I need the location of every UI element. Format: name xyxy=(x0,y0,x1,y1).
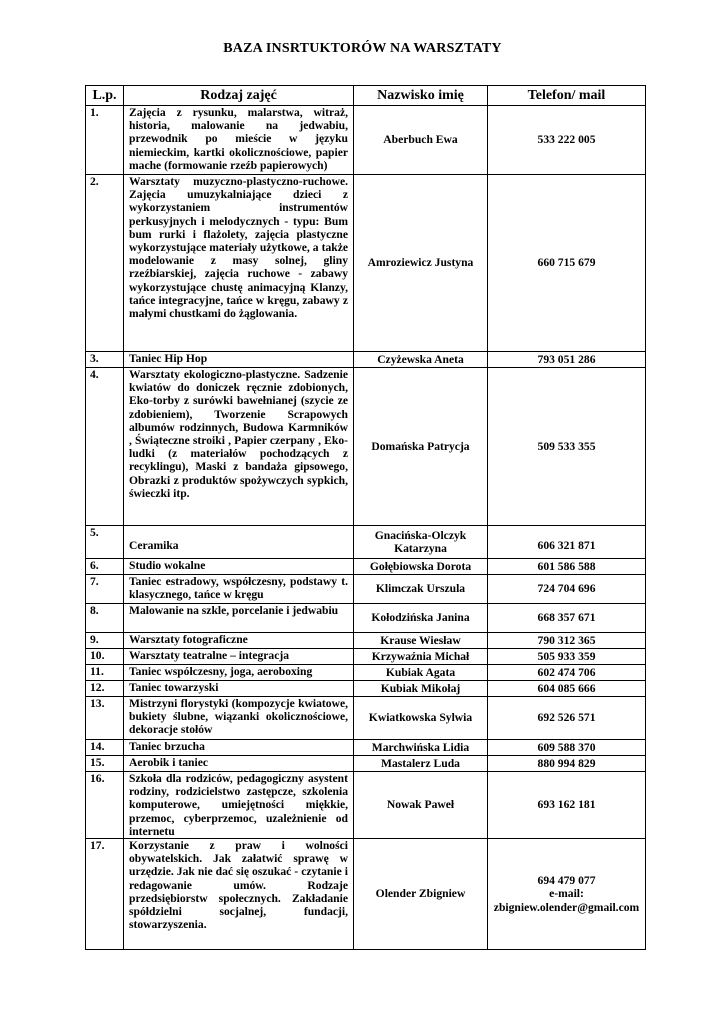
phone-number: 880 994 829 xyxy=(537,756,596,770)
phone-number: 533 222 005 xyxy=(537,133,596,147)
instructor-name: Krzywaźnia Michał xyxy=(354,649,488,665)
phone-number: 693 162 181 xyxy=(537,798,596,812)
instructor-name: Kubiak Mikołaj xyxy=(354,681,488,697)
phone-number: 668 357 671 xyxy=(537,611,596,625)
phone-number: 602 474 706 xyxy=(537,665,596,679)
activity-cell: Taniec brzucha xyxy=(124,740,354,756)
phone-number: 509 533 355 xyxy=(537,439,596,453)
email-label: e-mail: xyxy=(549,887,584,901)
row-number: 16. xyxy=(86,772,124,839)
table-row xyxy=(86,368,646,526)
row-number: 15. xyxy=(86,756,124,772)
contact-cell xyxy=(488,526,646,559)
table-row xyxy=(86,633,646,649)
phone-number: 609 588 370 xyxy=(537,740,596,754)
table-row xyxy=(86,740,646,756)
activity-cell: Warsztaty muzyczno-plastyczno-ruchowe. Zajęcia umuzykalniające dzieci z wykorzystaniem instrumentów perkusyjnych i melodycznych - typu: Bum bum rurki i flażolety, zajęcia plastyczne wykorzystujące materiały użytkowe, a także modelowanie z masy solnej, gliny rzeźbiarskiej, zajęcia ruchowe - zabawy wykorzystujące chustę animacyjną Klanzy, tańce integracyjne, tańce w kręgu, zabawy z małymi chustkami do żąglowania. xyxy=(124,175,354,352)
table-row xyxy=(86,175,646,352)
activity-cell: Warsztaty teatralne – integracja xyxy=(124,649,354,665)
phone-number: 724 704 696 xyxy=(537,582,596,596)
instructor-name: Kwiatkowska Sylwia xyxy=(354,697,488,740)
table-row xyxy=(86,106,646,175)
row-number: 4. xyxy=(86,368,124,526)
instructor-name: Olender Zbigniew xyxy=(354,839,488,950)
table-row xyxy=(86,772,646,839)
contact-cell xyxy=(488,352,646,368)
row-number: 2. xyxy=(86,175,124,352)
row-number: 13. xyxy=(86,697,124,740)
instructor-name: Aberbuch Ewa xyxy=(354,106,488,175)
contact-cell xyxy=(488,604,646,633)
activity-cell: Warsztaty fotograficzne xyxy=(124,633,354,649)
row-number: 8. xyxy=(86,604,124,633)
contact-cell xyxy=(488,633,646,649)
header-lp: L.p. xyxy=(86,86,124,106)
contact-cell xyxy=(488,106,646,175)
phone-number: 604 085 666 xyxy=(537,681,596,695)
phone-number: 660 715 679 xyxy=(537,256,596,270)
instructors-table xyxy=(85,85,646,950)
contact-cell xyxy=(488,740,646,756)
activity-cell: Zajęcia z rysunku, malarstwa, witraż, historia, malowanie na jedwabiu, przewodnik po mieście w języku niemieckim, kartki okolicznościowe, papier mache (formowanie rzeźb papierowych) xyxy=(124,106,354,175)
activity-cell: Malowanie na szkle, porcelanie i jedwabiu xyxy=(124,604,354,633)
row-number: 1. xyxy=(86,106,124,175)
table-row xyxy=(86,649,646,665)
activity-cell: Taniec współczesny, joga, aeroboxing xyxy=(124,665,354,681)
instructor-name: Gnacińska-Olczyk Katarzyna xyxy=(354,526,488,559)
row-number: 5. xyxy=(86,526,124,559)
contact-cell xyxy=(488,839,646,950)
instructor-name: Mastalerz Luda xyxy=(354,756,488,772)
table-row xyxy=(86,665,646,681)
instructor-name: Kubiak Agata xyxy=(354,665,488,681)
table-row xyxy=(86,559,646,575)
phone-number: 606 321 871 xyxy=(537,539,596,553)
row-number: 14. xyxy=(86,740,124,756)
table-row xyxy=(86,575,646,604)
table-row xyxy=(86,681,646,697)
activity-cell: Szkoła dla rodziców, pedagogiczny asystent rodziny, rodzicielstwo zastępcze, szkolenia komputerowe, umiejętności miękkie, przemoc, cyberprzemoc, uzależnienie od internetu xyxy=(124,772,354,839)
contact-cell xyxy=(488,665,646,681)
phone-number: 505 933 359 xyxy=(537,649,596,663)
phone-number: 790 312 365 xyxy=(537,633,596,647)
instructor-name: Marchwińska Lidia xyxy=(354,740,488,756)
contact-cell xyxy=(488,649,646,665)
phone-number: 692 526 571 xyxy=(537,711,596,725)
activity-cell: Aerobik i taniec xyxy=(124,756,354,772)
activity-cell: Studio wokalne xyxy=(124,559,354,575)
activity-cell: Taniec estradowy, współczesny, podstawy t. klasycznego, tańce w kręgu xyxy=(124,575,354,604)
activity-cell: Taniec towarzyski xyxy=(124,681,354,697)
activity-cell: Warsztaty ekologiczno-plastyczne. Sadzenie kwiatów do doniczek ręcznie zdobionych, Eko-torby z surówki bawełnianej (szycie ze zdobieniem), Tworzenie Scrapowych albumów rodzinnych, Budowa Karmników , Świąteczne stroiki , Papier czerpany , Eko-ludki (z materiałów pochodzących z recyklingu), Maski z bandaża gipsowego, Obrazki z produktów spożywczych sypkich, świeczki itp. xyxy=(124,368,354,526)
row-number: 7. xyxy=(86,575,124,604)
instructor-name: Klimczak Urszula xyxy=(354,575,488,604)
instructor-name: Czyżewska Aneta xyxy=(354,352,488,368)
activity-cell: Korzystanie z praw i wolności obywatelskich. Jak załatwić sprawę w urzędzie. Jak nie dać się oszukać - czytanie i redagowanie umów. Rodzaje przedsiębiorstw społecznych. Zakładanie spółdzielni socjalnej, fundacji, stowarzyszenia. xyxy=(124,839,354,950)
activity-cell: Ceramika xyxy=(124,526,354,559)
activity-cell: Mistrzyni florystyki (kompozycje kwiatowe, bukiety ślubne, wiązanki okolicznościowe, dekoracje stołów xyxy=(124,697,354,740)
table-row xyxy=(86,839,646,950)
instructor-name: Domańska Patrycja xyxy=(354,368,488,526)
table-row xyxy=(86,697,646,740)
row-number: 11. xyxy=(86,665,124,681)
table-row xyxy=(86,756,646,772)
row-number: 9. xyxy=(86,633,124,649)
table-row xyxy=(86,526,646,559)
email-address: zbigniew.olender@gmail.com xyxy=(493,900,640,914)
document-title: BAZA INSRTUKTORÓW NA WARSZTATY xyxy=(223,41,502,56)
row-number: 3. xyxy=(86,352,124,368)
instructor-name: Nowak Paweł xyxy=(354,772,488,839)
contact-cell xyxy=(488,681,646,697)
row-number: 10. xyxy=(86,649,124,665)
row-number: 17. xyxy=(86,839,124,950)
table-row xyxy=(86,352,646,368)
header-activity: Rodzaj zajęć xyxy=(124,86,354,106)
instructor-name: Kołodzińska Janina xyxy=(354,604,488,633)
contact-cell xyxy=(488,697,646,740)
phone-number: 694 479 077 xyxy=(537,874,596,888)
contact-cell xyxy=(488,756,646,772)
contact-cell xyxy=(488,772,646,839)
instructor-name: Amroziewicz Justyna xyxy=(354,175,488,352)
contact-cell xyxy=(488,559,646,575)
row-number: 6. xyxy=(86,559,124,575)
header-contact: Telefon/ mail xyxy=(488,86,646,106)
activity-cell: Taniec Hip Hop xyxy=(124,352,354,368)
contact-cell xyxy=(488,368,646,526)
header-name: Nazwisko imię xyxy=(354,86,488,106)
instructor-name: Krause Wiesław xyxy=(354,633,488,649)
phone-number: 793 051 286 xyxy=(537,352,596,366)
instructor-name: Gołębiowska Dorota xyxy=(354,559,488,575)
phone-number: 601 586 588 xyxy=(537,559,596,573)
table-row xyxy=(86,604,646,633)
table-header-row xyxy=(86,86,646,106)
contact-cell xyxy=(488,175,646,352)
row-number: 12. xyxy=(86,681,124,697)
contact-cell xyxy=(488,575,646,604)
